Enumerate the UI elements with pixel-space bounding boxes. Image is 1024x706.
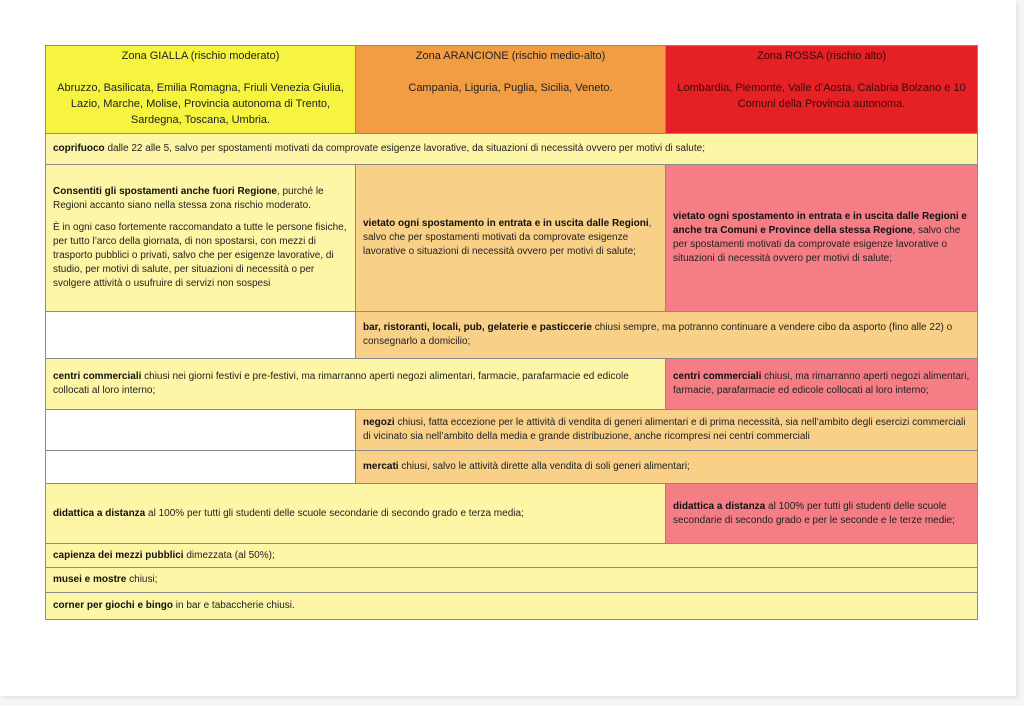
row-spostamenti xyxy=(46,165,978,312)
mezzi-bold: capienza dei mezzi pubblici xyxy=(53,549,184,561)
musei-text: chiusi; xyxy=(126,574,158,585)
negozi-bold: negozi xyxy=(363,417,395,428)
row-mercati xyxy=(46,451,978,484)
corner-cell xyxy=(46,593,978,620)
spostamenti-rossa-cell xyxy=(666,165,978,312)
row-coprifuoco xyxy=(46,134,978,165)
negozi-text: chiusi, fatta eccezione per le attività di vendita di generi alimentari e di prima necessità, sia nell’ambito degli esercizi commerciali di vicinato sia nell’ambito della media e grande distribuzione, anche ricompresi nei centri commerciali xyxy=(363,417,966,442)
didattica-rossa-bold: didattica a distanza xyxy=(673,500,766,512)
zones-table xyxy=(45,45,978,620)
spostamenti-gialla-cell xyxy=(46,165,356,312)
corner-text: in bar e tabaccherie chiusi. xyxy=(173,600,295,611)
bar-bold: bar, ristoranti, locali, pub, gelaterie e pasticcerie xyxy=(363,322,592,333)
centri-gialla-cell xyxy=(46,359,666,410)
coprifuoco-cell xyxy=(46,134,978,165)
didattica-rossa-text: al 100% per tutti gli studenti delle scuole secondarie di secondo grado e per le seconde e le terze medie; xyxy=(673,500,955,526)
zona-gialla-title: Zona GIALLA (rischio moderato) xyxy=(121,50,280,62)
centri-rossa-bold: centri commerciali xyxy=(673,371,762,382)
zona-rossa-header xyxy=(666,46,978,134)
mercati-bold: mercati xyxy=(363,461,399,472)
mezzi-text: dimezzata (al 50%); xyxy=(183,549,275,561)
centri-gialla-bold: centri commerciali xyxy=(53,371,142,382)
didattica-rossa-cell xyxy=(666,484,978,544)
row-bar xyxy=(46,312,978,359)
spostamenti-rossa-text: , salvo che per spostamenti motivati da comprovate esigenze lavorative o situazioni di necessità ovvero per motivi di salute; xyxy=(673,225,961,264)
centri-rossa-text: chiusi, ma rimarranno aperti negozi alimentari, farmacie, parafarmacie ed edicole collocati al loro interno; xyxy=(673,371,970,396)
mezzi-cell xyxy=(46,544,978,568)
zona-rossa-title: Zona ROSSA (rischio alto) xyxy=(757,50,886,62)
centri-gialla-text: chiusi nei giorni festivi e pre-festivi, ma rimarranno aperti negozi alimentari, farmacie, parafarmacie ed edicole collocati al loro interno; xyxy=(53,371,629,396)
spostamenti-gialla-text2: È in ogni caso fortemente raccomandato a tutte le persone fisiche, per tutto l’arco della giornata, di non spostarsi, con mezzi di trasporto pubblici o privati, salvo che per esigenze lavorative, di studio, per motivi di salute, per situazioni di necessità o per svolgere attività o usufruire di servizi non sospesi xyxy=(53,222,347,289)
zona-arancione-header xyxy=(356,46,666,134)
mercati-cell xyxy=(356,451,978,484)
didattica-gialla-cell xyxy=(46,484,666,544)
mercati-empty-cell xyxy=(46,451,356,484)
corner-bold: corner per giochi e bingo xyxy=(53,600,174,611)
spostamenti-gialla-text: , purché le Regioni accanto siano nella stessa zona rischio moderato. xyxy=(53,186,324,211)
header-row xyxy=(46,46,978,134)
bar-empty-cell xyxy=(46,312,356,359)
row-mezzi xyxy=(46,544,978,568)
row-musei xyxy=(46,568,978,593)
musei-cell xyxy=(46,568,978,593)
didattica-gialla-bold: didattica a distanza xyxy=(53,507,146,519)
row-didattica xyxy=(46,484,978,544)
zona-arancione-regions: Campania, Liguria, Puglia, Sicilia, Veneto. xyxy=(408,82,613,94)
row-corner xyxy=(46,593,978,620)
musei-bold: musei e mostre xyxy=(53,574,127,585)
spostamenti-arancione-cell xyxy=(356,165,666,312)
spostamenti-arancione-bold: vietato ogni spostamento in entrata e in uscita dalle Regioni xyxy=(363,218,649,229)
zona-gialla-header xyxy=(46,46,356,134)
coprifuoco-text: dalle 22 alle 5, salvo per spostamenti motivati da comprovate esigenze lavorative, da situazioni di necessità ovvero per motivi di salute; xyxy=(104,143,705,154)
mercati-text: chiusi, salvo le attività dirette alla vendita di soli generi alimentari; xyxy=(398,461,690,472)
didattica-gialla-text: al 100% per tutti gli studenti delle scuole secondarie di secondo grado e terza media; xyxy=(145,507,524,519)
negozi-cell xyxy=(356,410,978,451)
zona-rossa-regions: Lombardia, Piemonte, Valle d’Aosta, Calabria Bolzano e 10 Comuni della Provincia autonoma. xyxy=(677,82,966,110)
bar-text: chiusi sempre, ma potranno continuare a vendere cibo da asporto (fino alle 22) o consegnarlo a domicilio; xyxy=(363,322,953,347)
spostamenti-rossa-bold: vietato ogni spostamento in entrata e in uscita dalle Regioni e anche tra Comuni e Province della stessa Regione xyxy=(673,211,967,236)
coprifuoco-bold: coprifuoco xyxy=(53,143,105,154)
zona-arancione-title: Zona ARANCIONE (rischio medio-alto) xyxy=(415,50,606,62)
centri-rossa-cell xyxy=(666,359,978,410)
spostamenti-arancione-text: , salvo che per spostamenti motivati da comprovate esigenze lavorative o situazioni di necessità ovvero per motivi di salute; xyxy=(363,218,652,257)
row-centri xyxy=(46,359,978,410)
bar-cell xyxy=(356,312,978,359)
negozi-empty-cell xyxy=(46,410,356,451)
row-negozi xyxy=(46,410,978,451)
zona-gialla-regions: Abruzzo, Basilicata, Emilia Romagna, Friuli Venezia Giulia, Lazio, Marche, Molise, Provincia autonoma di Trento, Sardegna, Toscana, Umbria. xyxy=(57,82,344,126)
spostamenti-gialla-bold: Consentiti gli spostamenti anche fuori Regione xyxy=(53,186,277,197)
